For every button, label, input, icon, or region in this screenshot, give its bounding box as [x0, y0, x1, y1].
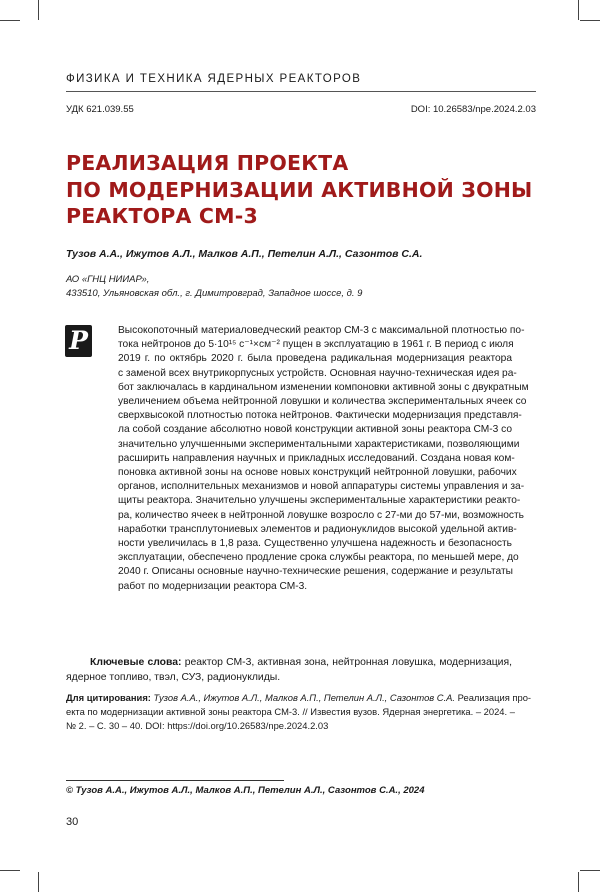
- abstract-line: с заменой всех внутрикорпусных устройств. Основная научно-техническая идея ра-: [118, 367, 517, 379]
- abstract-line: ра, количество ячеек в нейтронной ловушке возросло с 27-ми до 57-ми, возможность: [118, 509, 524, 521]
- citation-text: Реализация про-: [457, 692, 532, 703]
- crop-mark: [580, 20, 600, 21]
- keywords-line: [90, 655, 512, 670]
- abstract-line: увеличением объема нейтронной ловушки и количества экспериментальных ячеек со: [118, 396, 527, 408]
- abstract-line: Высокопоточный материаловедческий реактор СМ-3 с максимальной плотностью по-: [118, 325, 525, 336]
- keywords-text: реактор СМ-3, активная зона, нейтронная ловушка, модернизация,: [184, 657, 512, 668]
- citation: [66, 691, 532, 732]
- title-line: РЕАЛИЗАЦИЯ ПРОЕКТА: [66, 151, 349, 175]
- citation-authors: Тузов А.А., Ижутов А.Л., Малков А.П., Петелин А.Л., Сазонтов С.А.: [153, 692, 456, 703]
- crop-mark: [38, 872, 39, 892]
- crop-mark: [578, 0, 579, 20]
- udk-code: УДК 621.039.55: [66, 104, 134, 115]
- footnote-divider: [66, 780, 284, 781]
- abstract-line: поновка активной зоны на основе новых конструкций нейтронной ловушки, рабочих: [118, 467, 517, 479]
- abstract-line: 2040 г. Описаны основные научно-технические решения, содержание и результаты: [118, 566, 513, 578]
- abstract-line: расширить направления научных и прикладных исследований. Создана новая ком-: [118, 452, 515, 464]
- abstract-line: ла собой создание абсолютно новой конструкции активной зоны реактора СМ-3 со: [118, 424, 512, 436]
- copyright: © Тузов А.А., Ижутов А.Л., Малков А.П., Петелин А.Л., Сазонтов С.А., 2024: [66, 785, 425, 796]
- abstract-line: 2019 г. по октябрь 2020 г. была проведена радикальная модернизация реактора: [118, 353, 512, 365]
- abstract-line: органов, исполнительных механизмов и новой аппаратуры системы управления и за-: [118, 481, 525, 493]
- authors: Тузов А.А., Ижутов А.Л., Малков А.П., Петелин А.Л., Сазонтов С.А.: [66, 248, 423, 260]
- abstract: [118, 324, 529, 594]
- journal-logo-icon: P: [65, 325, 92, 357]
- keywords: [66, 655, 512, 685]
- abstract-line: работ по модернизации реактора СМ-3.: [118, 580, 308, 592]
- crop-mark: [578, 872, 579, 892]
- abstract-line: значительно улучшенными экспериментальными характеристиками, позволяющими: [118, 438, 520, 450]
- doi-link[interactable]: DOI: 10.26583/npe.2024.2.03: [410, 104, 536, 115]
- affiliation: [66, 273, 362, 301]
- abstract-line: ности увеличилась в 1,8 раза. Существенно улучшена надежность и безопасность: [118, 538, 512, 550]
- abstract-line: эксплуатации, обеспечено продление срока службы реактора, по меньшей мере, до: [118, 552, 519, 564]
- page-number: 30: [66, 816, 79, 828]
- affiliation-org: АО «ГНЦ НИИАР»,: [66, 274, 150, 285]
- keywords-line: ядерное топливо, твэл, СУЗ, радионуклиды.: [66, 672, 281, 683]
- crop-mark: [0, 20, 20, 21]
- keywords-label: Ключевые слова:: [90, 657, 182, 668]
- title-line: РЕАКТОРА СМ-3: [66, 204, 258, 228]
- article-title: [66, 150, 546, 230]
- citation-doi[interactable]: № 2. – С. 30 – 40. DOI: https://doi.org/10.26583/npe.2024.2.03: [66, 719, 329, 731]
- section-title: ФИЗИКА И ТЕХНИКА ЯДЕРНЫХ РЕАКТОРОВ: [66, 73, 362, 85]
- crop-mark: [580, 870, 600, 871]
- abstract-line: наработки трансплутониевых элементов и радионуклидов высокой удельной актив-: [118, 523, 517, 535]
- citation-line: екта по модернизации активной зоны реактора СМ-3. // Известия вузов. Ядерная энергетика. – 2024. –: [66, 705, 515, 717]
- affiliation-address: 433510, Ульяновская обл., г. Димитровград, Западное шоссе, д. 9: [66, 288, 363, 299]
- header-divider: [66, 91, 536, 92]
- citation-label: Для цитирования:: [66, 692, 151, 703]
- abstract-line: бот заключалась в кардинальном изменении компоновки активной зоны с двукратным: [118, 381, 529, 393]
- abstract-line: тока нейтронов до 5·10¹⁵ с⁻¹×см⁻² пущен в эксплуатацию в 1961 г. В период с июля: [118, 339, 514, 351]
- citation-line: [66, 691, 532, 705]
- abstract-line: щиты реактора. Значительно улучшены экспериментальные характеристики реакто-: [118, 495, 521, 507]
- abstract-line: сверхвысокой плотностью потока нейтронов. Фактически модернизация представля-: [118, 410, 522, 422]
- title-line: ПО МОДЕРНИЗАЦИИ АКТИВНОЙ ЗОНЫ: [66, 177, 533, 202]
- crop-mark: [38, 0, 39, 20]
- crop-mark: [0, 870, 20, 871]
